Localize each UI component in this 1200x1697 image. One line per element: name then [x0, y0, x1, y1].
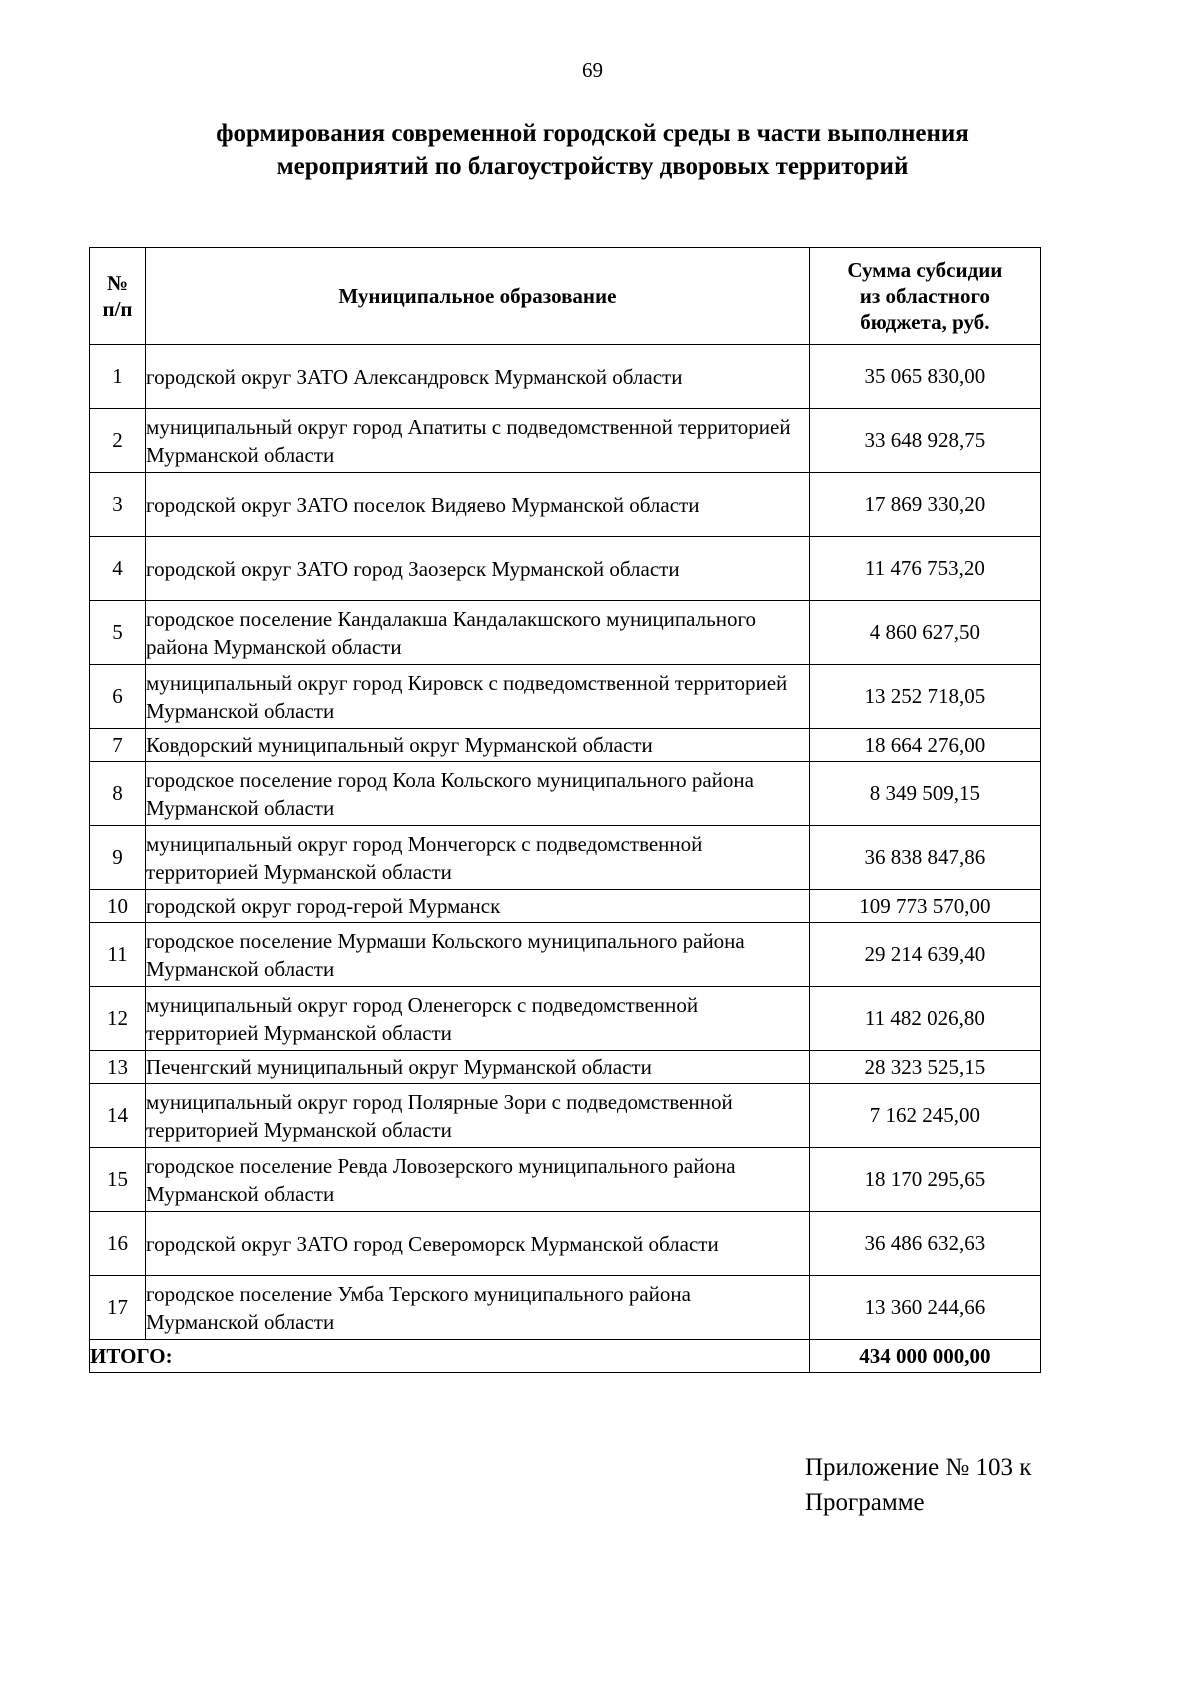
row-number: 5	[90, 601, 146, 665]
page-number: 69	[582, 58, 603, 82]
row-sum: 11 482 026,80	[809, 987, 1040, 1051]
row-number: 9	[90, 826, 146, 890]
table-row	[90, 601, 1041, 665]
row-municipality: городское поселение Мурмаши Кольского муниципального района Мурманской области	[146, 923, 810, 987]
header-sum-line-1: Сумма субсидии	[847, 258, 1003, 282]
row-sum: 18 664 276,00	[809, 729, 1040, 762]
row-number: 2	[90, 409, 146, 473]
table-row	[90, 1276, 1041, 1340]
row-number: 7	[90, 729, 146, 762]
row-number: 3	[90, 473, 146, 537]
row-sum: 29 214 639,40	[809, 923, 1040, 987]
row-sum: 36 486 632,63	[809, 1212, 1040, 1276]
row-municipality: городской округ ЗАТО Александровск Мурманской области	[146, 345, 810, 409]
row-number: 16	[90, 1212, 146, 1276]
table-row	[90, 537, 1041, 601]
row-number: 13	[90, 1051, 146, 1084]
row-sum: 11 476 753,20	[809, 537, 1040, 601]
header-subsidy-sum	[809, 248, 1040, 345]
header-municipality: Муниципальное образование	[146, 248, 810, 345]
row-municipality: муниципальный округ город Полярные Зори с подведомственной территорией Мурманской области	[146, 1084, 810, 1148]
row-sum: 8 349 509,15	[809, 762, 1040, 826]
header-sum-line-2: из областного	[859, 284, 991, 308]
row-sum: 7 162 245,00	[809, 1084, 1040, 1148]
table-row	[90, 473, 1041, 537]
table-row	[90, 762, 1041, 826]
header-sum-line-3: бюджета, руб.	[860, 310, 990, 334]
header-number	[90, 248, 146, 345]
table-row	[90, 923, 1041, 987]
row-sum: 13 360 244,66	[809, 1276, 1040, 1340]
row-number: 11	[90, 923, 146, 987]
title-line-1: формирования современной городской среды в части выполнения	[216, 120, 969, 147]
table-total-row	[90, 1340, 1041, 1373]
row-number: 15	[90, 1148, 146, 1212]
row-number: 10	[90, 890, 146, 923]
row-sum: 4 860 627,50	[809, 601, 1040, 665]
row-sum: 17 869 330,20	[809, 473, 1040, 537]
row-municipality: городское поселение Кандалакша Кандалакшского муниципального района Мурманской области	[146, 601, 810, 665]
appendix-line-2: Программе	[805, 1489, 925, 1516]
row-municipality: муниципальный округ город Апатиты с подведомственной территорией Мурманской области	[146, 409, 810, 473]
table-header-row	[90, 248, 1041, 345]
row-municipality: муниципальный округ город Оленегорск с подведомственной территорией Мурманской области	[146, 987, 810, 1051]
row-sum: 33 648 928,75	[809, 409, 1040, 473]
row-municipality: Печенгский муниципальный округ Мурманской области	[146, 1051, 810, 1084]
table-row	[90, 987, 1041, 1051]
appendix-line-1: Приложение № 103 к	[805, 1454, 1032, 1481]
row-sum: 13 252 718,05	[809, 665, 1040, 729]
row-municipality: городской округ ЗАТО поселок Видяево Мурманской области	[146, 473, 810, 537]
table-row	[90, 1148, 1041, 1212]
row-municipality: городской округ город-герой Мурманск	[146, 890, 810, 923]
appendix-note	[805, 1450, 1031, 1520]
header-number-line-1: №	[106, 271, 129, 295]
table-row	[90, 826, 1041, 890]
document-title	[90, 117, 1095, 183]
row-sum: 36 838 847,86	[809, 826, 1040, 890]
table-row	[90, 890, 1041, 923]
row-number: 1	[90, 345, 146, 409]
row-sum: 18 170 295,65	[809, 1148, 1040, 1212]
row-number: 12	[90, 987, 146, 1051]
row-municipality: городское поселение Умба Терского муниципального района Мурманской области	[146, 1276, 810, 1340]
row-municipality: муниципальный округ город Мончегорск с подведомственной территорией Мурманской области	[146, 826, 810, 890]
row-municipality: муниципальный округ город Кировск с подведомственной территорией Мурманской области	[146, 665, 810, 729]
row-number: 14	[90, 1084, 146, 1148]
row-sum: 109 773 570,00	[809, 890, 1040, 923]
row-municipality: городское поселение Ревда Ловозерского муниципального района Мурманской области	[146, 1148, 810, 1212]
table-row	[90, 729, 1041, 762]
table-row	[90, 1051, 1041, 1084]
row-number: 8	[90, 762, 146, 826]
total-label: ИТОГО:	[90, 1340, 810, 1373]
table-row	[90, 409, 1041, 473]
row-sum: 28 323 525,15	[809, 1051, 1040, 1084]
table-row	[90, 345, 1041, 409]
row-number: 17	[90, 1276, 146, 1340]
table-row	[90, 1212, 1041, 1276]
row-municipality: городской округ ЗАТО город Заозерск Мурманской области	[146, 537, 810, 601]
subsidy-table	[89, 247, 1041, 1373]
row-municipality: городское поселение город Кола Кольского муниципального района Мурманской области	[146, 762, 810, 826]
table-row	[90, 665, 1041, 729]
total-sum: 434 000 000,00	[809, 1340, 1040, 1373]
row-municipality: Ковдорский муниципальный округ Мурманской области	[146, 729, 810, 762]
title-line-2: мероприятий по благоустройству дворовых территорий	[276, 153, 909, 180]
table-row	[90, 1084, 1041, 1148]
row-number: 4	[90, 537, 146, 601]
row-sum: 35 065 830,00	[809, 345, 1040, 409]
row-municipality: городской округ ЗАТО город Североморск Мурманской области	[146, 1212, 810, 1276]
row-number: 6	[90, 665, 146, 729]
header-number-line-2: п/п	[102, 297, 133, 321]
